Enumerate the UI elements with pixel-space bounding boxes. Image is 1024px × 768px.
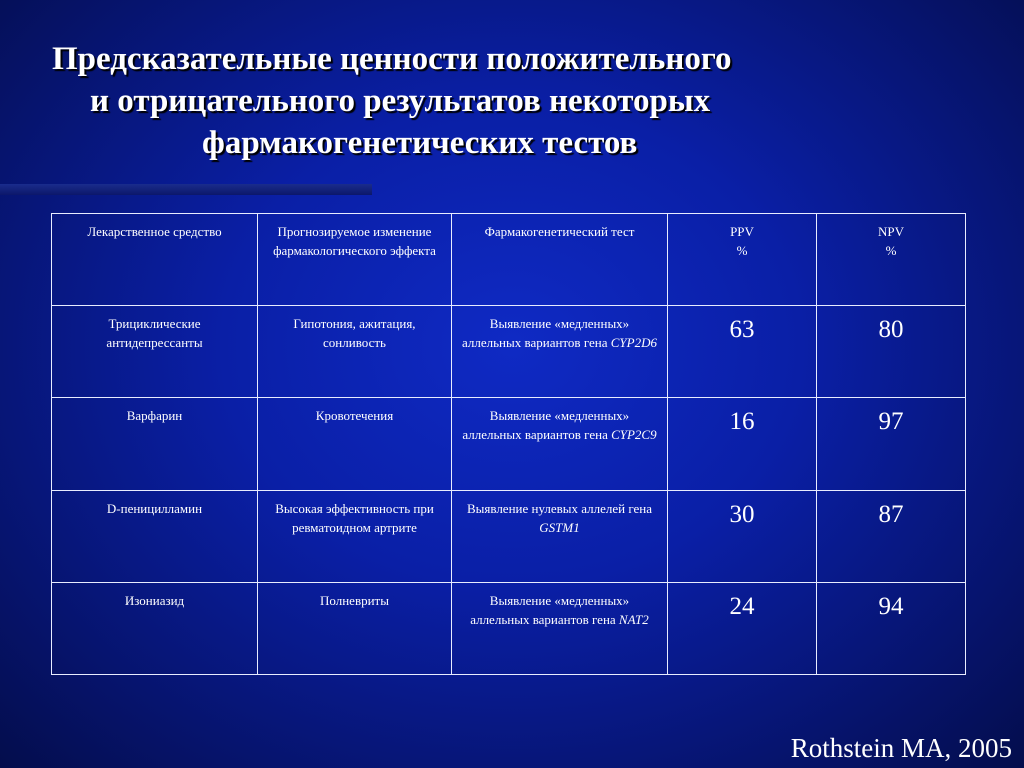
cell-npv: 94 (817, 582, 966, 674)
cell-test-text: Выявление «медленных» аллельных вариантов гена (470, 592, 630, 627)
cell-gene: CYP2C9 (611, 427, 657, 443)
title-line-2: и отрицательного результатов некоторых (90, 83, 711, 119)
cell-drug: Варфарин (52, 398, 258, 490)
table-row (52, 582, 966, 674)
cell-effect: Высокая эффективность при ревматоидном артрите (258, 490, 452, 582)
slide-title (20, 38, 940, 164)
cell-drug: D-пеницилламин (52, 490, 258, 582)
table-row (52, 306, 966, 398)
citation: Rothstein MA, 2005 (790, 733, 1012, 763)
header-npv (817, 214, 966, 306)
pharmacogenetic-tests-table (51, 213, 966, 675)
title-line-3: фармакогенетических тестов (202, 125, 638, 161)
cell-effect: Гипотония, ажитация, сонливость (258, 306, 452, 398)
table-row (52, 490, 966, 582)
cell-npv: 80 (817, 306, 966, 398)
cell-effect: Кровотечения (258, 398, 452, 490)
title-line-1: Предсказательные ценности положительного (52, 41, 732, 77)
table-header-row (52, 214, 966, 306)
header-effect: Прогнозируемое изменение фармакологического эффекта (258, 214, 452, 306)
header-ppv (668, 214, 817, 306)
header-npv-unit: % (885, 243, 897, 258)
cell-ppv: 16 (668, 398, 817, 490)
cell-ppv: 24 (668, 582, 817, 674)
cell-test (452, 582, 668, 674)
header-test: Фармакогенетический тест (452, 214, 668, 306)
cell-ppv: 30 (668, 490, 817, 582)
cell-npv: 87 (817, 490, 966, 582)
cell-test (452, 490, 668, 582)
cell-gene: GSTM1 (539, 519, 580, 535)
table-row (52, 398, 966, 490)
header-ppv-unit: % (736, 243, 748, 258)
title-divider (0, 184, 372, 195)
cell-npv: 97 (817, 398, 966, 490)
header-drug: Лекарственное средство (52, 214, 258, 306)
header-npv-name: NPV (877, 224, 904, 239)
cell-drug: Трициклические антидепрессанты (52, 306, 258, 398)
cell-drug: Изониазид (52, 582, 258, 674)
cell-gene: NAT2 (618, 611, 649, 627)
header-ppv-name: PPV (730, 224, 754, 239)
cell-test-text: Выявление «медленных» аллельных вариантов гена (462, 408, 630, 443)
cell-test-text: Выявление «медленных» аллельных вариантов гена (462, 316, 630, 350)
cell-effect: Полневриты (258, 582, 452, 674)
cell-test-text: Выявление нулевых аллелей гена (466, 500, 653, 516)
cell-test (452, 398, 668, 490)
cell-gene: CYP2D6 (610, 335, 657, 350)
cell-test (452, 306, 668, 398)
cell-ppv: 63 (668, 306, 817, 398)
